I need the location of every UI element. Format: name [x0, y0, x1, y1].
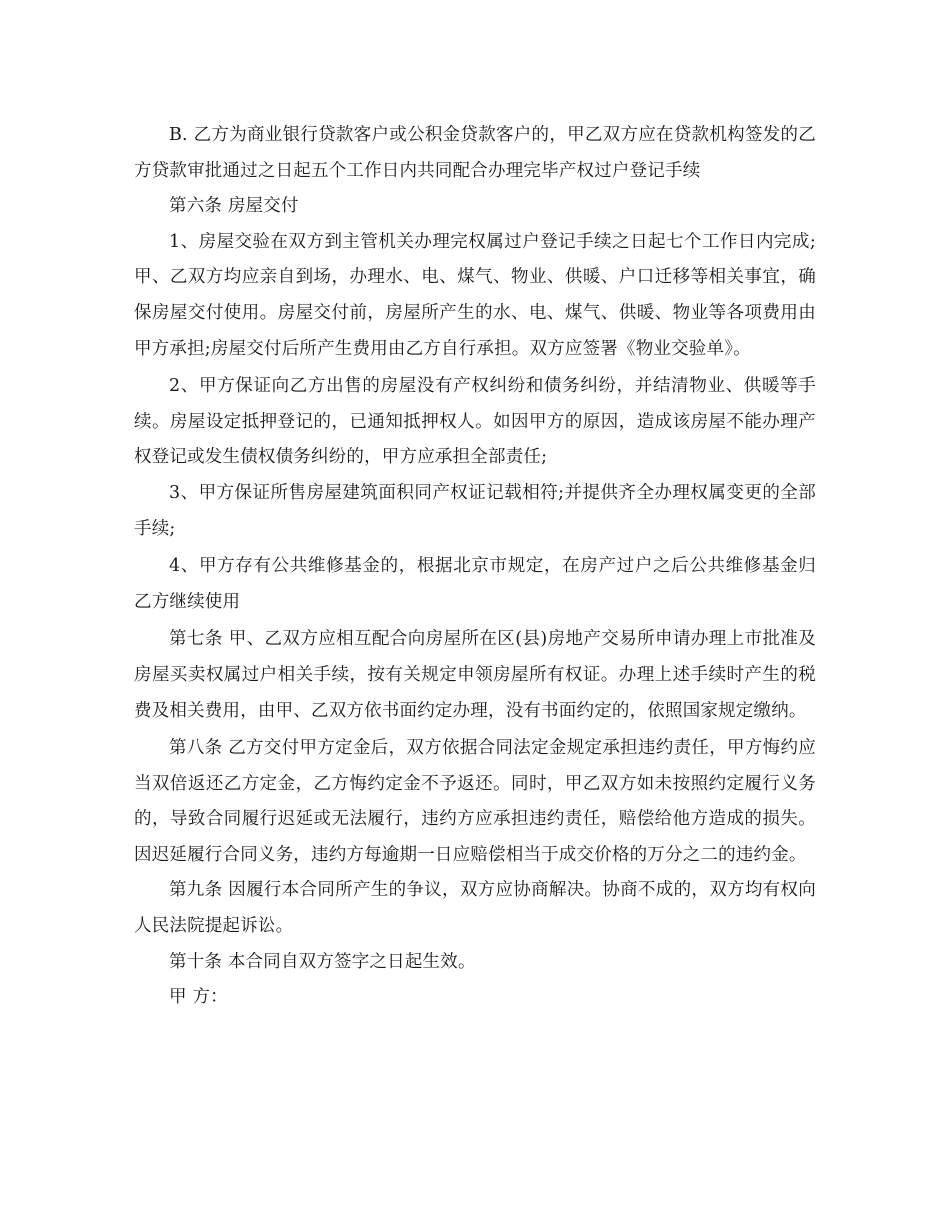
signature-party-a: 甲 方：: [169, 987, 228, 1008]
paragraph-item-3: 3、甲方保证所售房屋建筑面积同产权证记载相符;并提供齐全办理权属变更的全部手续;: [134, 482, 816, 539]
paragraph-article-9: 第九条 因履行本合同所产生的争议，双方应协商解决。协商不成的，双方均有权向人民法院提起诉讼。: [134, 880, 816, 937]
paragraph-article-7: 第七条 甲、乙双方应相互配合向房屋所在区(县)房地产交易所申请办理上市批准及房屋买卖权属过户相关手续，按有关规定申领房屋所有权证。办理上述手续时产生的税费及相关费用，由甲、乙双方依书面约定办理，没有书面约定的，依照国家规定缴纳。: [134, 629, 816, 721]
paragraph-article-8: 第八条 乙方交付甲方定金后，双方依据合同法定金规定承担违约责任，甲方悔约应当双倍返还乙方定金，乙方悔约定金不予返还。同时，甲乙双方如未按照约定履行义务的，导致合同履行迟延或无法履行，违约方应承担违约责任，赔偿给他方造成的损失。因迟延履行合同义务，违约方每逾期一日应赔偿相当于成交价格的万分之二的违约金。: [134, 738, 816, 865]
paragraph-article-10: 第十条 本合同自双方签字之日起生效。: [169, 951, 476, 972]
paragraph-item-1: 1、房屋交验在双方到主管机关办理完权属过户登记手续之日起七个工作日内完成;甲、乙双方均应亲自到场，办理水、电、煤气、物业、供暖、户口迁移等相关事宜，确保房屋交付使用。房屋交付前，房屋所产生的水、电、煤气、供暖、物业等各项费用由甲方承担;房屋交付后所产生费用由乙方自行承担。双方应签署《物业交验单》。: [134, 231, 816, 359]
paragraph-item-4: 4、甲方存有公共维修基金的，根据北京市规定，在房产过户之后公共维修基金归乙方继续使用: [134, 556, 816, 612]
heading-article-6: 第六条 房屋交付: [169, 196, 299, 217]
paragraph-item-2: 2、甲方保证向乙方出售的房屋没有产权纠纷和债务纠纷，并结清物业、供暖等手续。房屋设定抵押登记的，已通知抵押权人。如因甲方的原因，造成该房屋不能办理产权登记或发生债权债务纠纷的，甲方应承担全部责任;: [134, 376, 816, 468]
paragraph-clause-b: B. 乙方为商业银行贷款客户或公积金贷款客户的，甲乙双方应在贷款机构签发的乙方贷款审批通过之日起五个工作日内共同配合办理完毕产权过户登记手续: [134, 125, 816, 181]
